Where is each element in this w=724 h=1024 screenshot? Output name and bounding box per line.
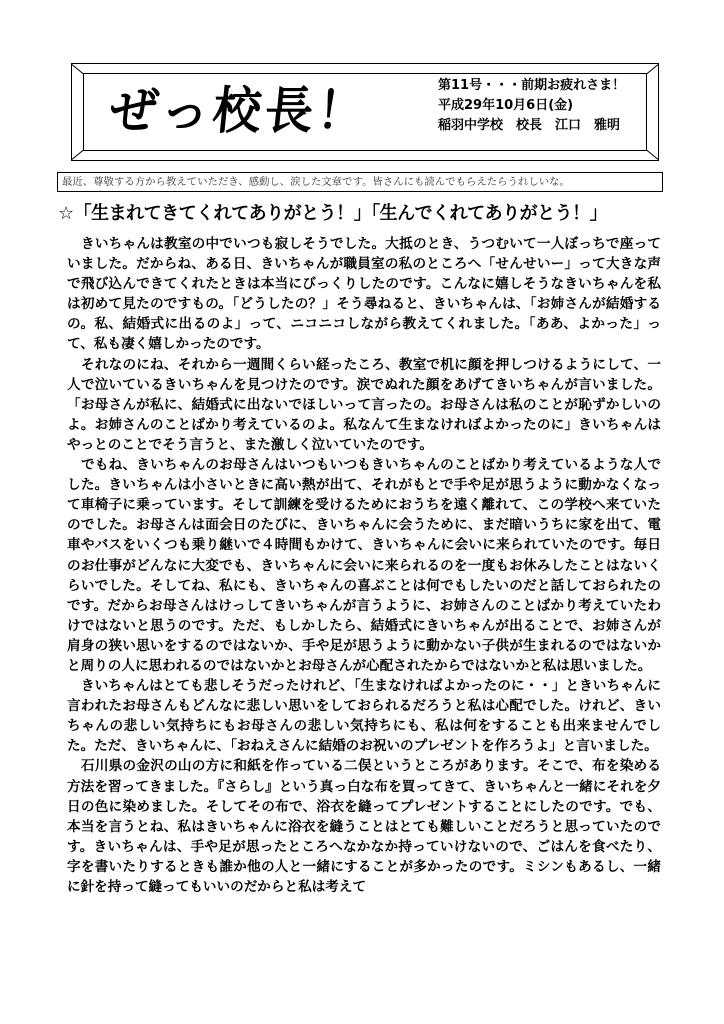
paragraph: でもね、きいちゃんのお母さんはいつもいつもきいちゃんのことばかり考えているような人でした。きいちゃんは小さいときに高い熱が出て、それがもとで手や足が思うように動かなくなって車椅子に乗っています。そして訓練を受けるためにおうちを遠く離れて、この学校へ来ていたのでした。お母さんは面会日のたびに、きいちゃんに会うために、まだ暗いうちに家を出て、電車やバスをいくつも乗り継いで４時間もかけて、きいちゃんに会いに来られていたのです。毎日のお仕事がどんなに大変でも、きいちゃんに会いに来られるのを一度もお休みしたことはないくらいでした。そしてね、私にも、きいちゃんの喜ぶことは何でもしたいのだと話しておられたのです。だからお母さんはけっしてきいちゃんが言うように、お姉さんのことばかり考えていたわけではないと思うのです。ただ、もしかしたら、結婚式にきいちゃんが出ることで、お姉さんが肩身の狭い思いをするのではないか、手や足が思うように動かない子供が生まれるのではないかと周りの人に思われるのではないかとお母さんが心配されたからではないかと私は思いました。 (67, 457, 661, 674)
masthead-frame (71, 63, 659, 161)
paragraph: きいちゃんは教室の中でいつも寂しそうでした。大抵のとき、うつむいて一人ぼっちで座っていました。だからね、ある日、きいちゃんが職員室の私のところへ「せんせいー」って大きな声で飛び込んできてくれたときは本当にびっくりしたのです。こんなに嬉しそうなきいちゃんを私は初めて見たのですもの。「どうしたの？」そう尋ねると、きいちゃんは、「お姉さんが結婚するの。私、結婚式に出るのよ」って、ニコニコしながら教えてくれました。「ああ、よかった」って、私も凄く嬉しかったのです。 (67, 236, 661, 353)
date-line: 平成29年10月6日(金) (438, 98, 574, 113)
bevel-corner (71, 150, 83, 160)
article-body (67, 234, 661, 897)
paragraph: それなのにね、それから一週間くらい経ったころ、教室で机に顔を押しつけるようにして、一人で泣いているきいちゃんを見つけたのです。涙でぬれた顔をあげてきいちゃんが言いました。「お母さんが私に、結婚式に出ないでほしいって言ったの。お母さんは私のことが恥ずかしいのよ。お姉さんのことばかり考えているのよ。私なんて生まなければよかったのに」きいちゃんはやっとのことでそう言うと、また激しく泣いていたのです。 (67, 356, 661, 453)
newsletter-title: ぜっ校長！ (107, 81, 372, 141)
author-line: 稲羽中学校 校長 江口 雅明 (438, 118, 621, 133)
issue-line: 第11号・・・前期お疲れさま！ (438, 78, 626, 93)
intro-note: 最近、尊敬する方から教えていただき、感動し、涙した文章です。皆さんにも読んでもらえたらうれしいな。 (57, 172, 663, 192)
article-headline: ☆「生まれてきてくれてありがとう！」「生んでくれてありがとう！」 (58, 203, 608, 224)
paragraph: きいちゃんはとても悲しそうだったけれど、「生まなければよかったのに・・」ときいちゃんに言われたお母さんもどんなに悲しい思いをしておられるだろうと私は心配でした。けれど、きいちゃんの悲しい気持ちにもお母さんの悲しい気持ちにも、私は何をすることも出来ませんでした。ただ、きいちゃんに、「おねえさんに結婚のお祝いのプレゼントを作ろうよ」と言いました。 (67, 678, 661, 755)
bevel-corner (646, 64, 658, 74)
paragraph: 石川県の金沢の山の方に和紙を作っている二俣というところがあります。そこで、布を染める方法を習ってきました。『さらし』という真っ白な布を買ってきて、きいちゃんと一緒にそれを夕日の色に染めました。そしてその布で、浴衣を縫ってプレゼントすることにしたのです。でも、本当を言うとね、私はきいちゃんに浴衣を縫うことはとても難しいことだろうと思っていたのです。きいちゃんは、手や足が思ったところへなかなか持っていけないので、ごはんを食べたり、字を書いたりするときも誰か他の人と一緒にすることが多かったのです。ミシンもあるし、一緒に針を持って縫ってもいいのだからと私は考えて (67, 758, 661, 895)
bevel-corner (71, 64, 83, 74)
issue-info (438, 76, 625, 136)
bevel-corner (646, 150, 658, 160)
